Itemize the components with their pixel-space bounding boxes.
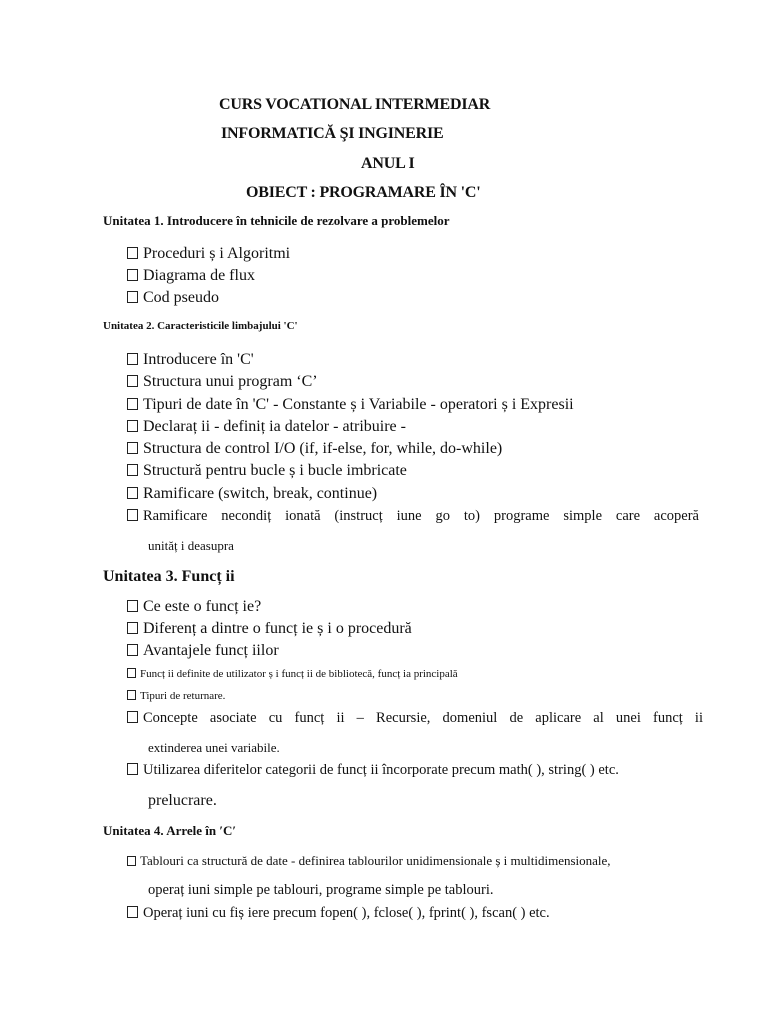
- bullet-box-icon: [127, 420, 138, 432]
- bullet-box-icon: [127, 269, 138, 281]
- bullet-box-icon: [127, 690, 136, 700]
- unit-4-item-continuation: operaț iuni simple pe tablouri, programe simple pe tablouri.: [148, 882, 494, 898]
- header-line-4: OBIECT : PROGRAMARE ÎN 'C': [246, 184, 481, 201]
- bullet-box-icon: [127, 711, 138, 723]
- bullet-box-icon: [127, 856, 136, 866]
- unit-2-item: Ramificare necondiț ionată (instrucț iune go to) programe simple care acoperă: [127, 508, 699, 525]
- unit-3-item: Avantajele funcț iilor: [127, 642, 279, 660]
- unit-2-item: Introducere în 'C': [127, 351, 254, 369]
- unit-3-item: Ce este o funcț ie?: [127, 598, 261, 616]
- unit-2-item: Ramificare (switch, break, continue): [127, 485, 377, 503]
- unit-1-item: Diagrama de flux: [127, 267, 255, 285]
- bullet-box-icon: [127, 906, 138, 918]
- unit-3-item-continuation: prelucrare.: [148, 792, 217, 809]
- unit-3-item: Tipuri de returnare.: [127, 690, 225, 702]
- bullet-box-icon: [127, 600, 138, 612]
- bullet-box-icon: [127, 464, 138, 476]
- bullet-box-icon: [127, 509, 138, 521]
- unit-1-item: Proceduri ș i Algoritmi: [127, 245, 290, 263]
- unit-4-title: Unitatea 4. Arrele în ′C′: [103, 823, 237, 838]
- unit-1-title: Unitatea 1. Introducere în tehnicile de rezolvare a problemelor: [103, 213, 450, 228]
- unit-3-item: Utilizarea diferitelor categorii de funcț ii încorporate precum math( ), string( ) etc.: [127, 762, 619, 779]
- bullet-box-icon: [127, 763, 138, 775]
- unit-4-item: Operaț iuni cu fiș iere precum fopen( ), fclose( ), fprint( ), fscan( ) etc.: [127, 905, 550, 922]
- unit-2-item: Structura de control I/O (if, if-else, for, while, do-while): [127, 440, 502, 458]
- unit-2-item: Declaraț ii - definiț ia datelor - atribuire -: [127, 418, 406, 436]
- bullet-box-icon: [127, 442, 138, 454]
- bullet-box-icon: [127, 291, 138, 303]
- unit-3-item: Concepte asociate cu funcț ii – Recursie, domeniul de aplicare al unei funcț ii: [127, 710, 703, 727]
- unit-3-title: Unitatea 3. Funcț ii: [103, 568, 235, 585]
- bullet-box-icon: [127, 353, 138, 365]
- bullet-box-icon: [127, 622, 138, 634]
- unit-2-item: Structură pentru bucle ș i bucle imbricate: [127, 462, 407, 480]
- bullet-box-icon: [127, 487, 138, 499]
- bullet-box-icon: [127, 644, 138, 656]
- unit-3-item: Funcț ii definite de utilizator ș i funcț ii de bibliotecă, funcț ia principală: [127, 668, 458, 680]
- header-line-3: ANUL I: [361, 155, 415, 172]
- unit-3-item-continuation: extinderea unei variabile.: [148, 740, 280, 755]
- unit-4-item: Tablouri ca structură de date - definirea tablourilor unidimensionale ș i multidimensionale,: [127, 853, 611, 869]
- header-line-2: INFORMATICĂ ŞI INGINERIE: [221, 125, 444, 142]
- unit-2-item: Structura unui program ‘C’: [127, 373, 318, 391]
- unit-3-item: Diferenț a dintre o funcț ie ș i o procedură: [127, 620, 412, 638]
- bullet-box-icon: [127, 668, 136, 678]
- header-line-1: CURS VOCATIONAL INTERMEDIAR: [219, 96, 491, 113]
- bullet-box-icon: [127, 375, 138, 387]
- unit-2-item-continuation: unităț i deasupra: [148, 538, 234, 553]
- unit-2-item: Tipuri de date în 'C' - Constante ș i Variabile - operatori ș i Expresii: [127, 396, 574, 414]
- unit-2-title: Unitatea 2. Caracteristicile limbajului 'C': [103, 320, 298, 332]
- bullet-box-icon: [127, 247, 138, 259]
- bullet-box-icon: [127, 398, 138, 410]
- unit-1-item: Cod pseudo: [127, 289, 219, 307]
